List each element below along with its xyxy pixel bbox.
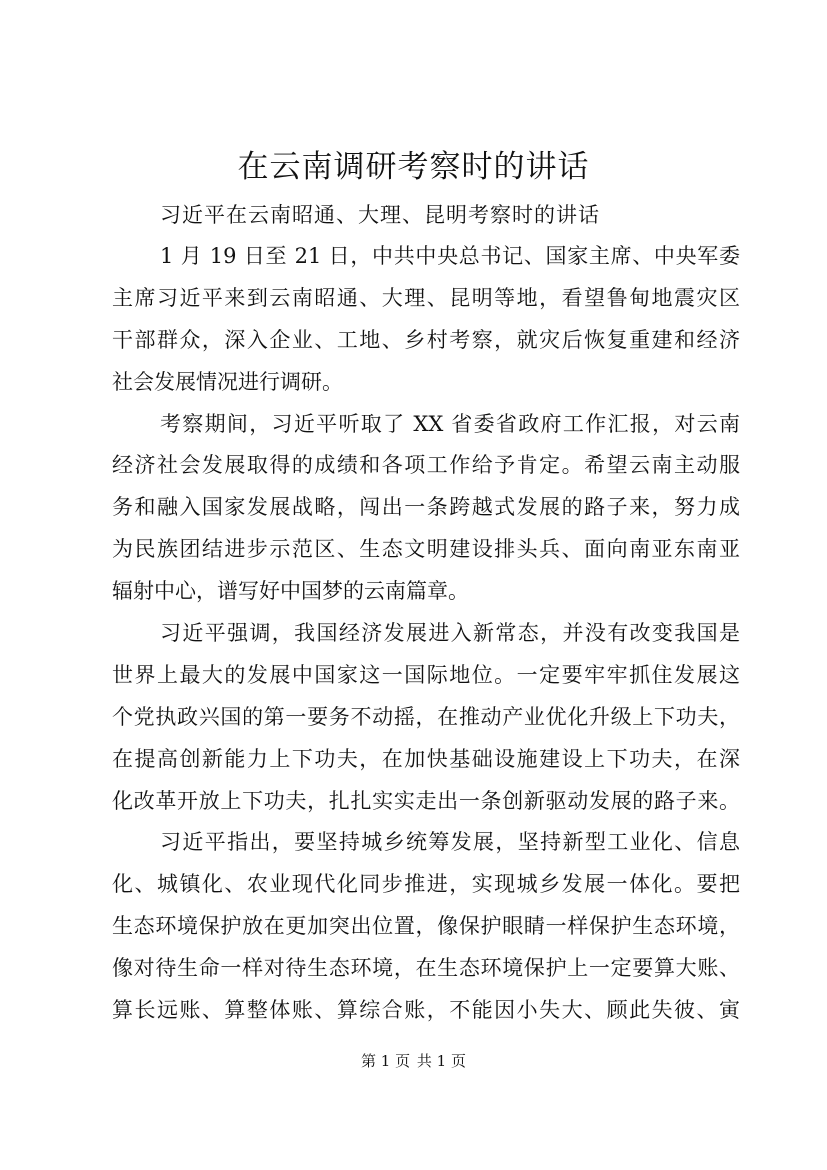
document-title: 在云南调研考察时的讲话 (237, 149, 590, 185)
page-number: 第 1 页 (361, 1052, 411, 1070)
body-line: 像对待生命一样对待生态环境，在生态环境保护上一定要算大账、 (112, 956, 740, 981)
body-line: 化改革开放上下功夫，扎扎实实走出一条创新驱动发展的路子来。 (112, 788, 740, 813)
body-line: 世界上最大的发展中国家这一国际地位。一定要牢牢抓住发展这 (112, 662, 740, 687)
body-line: 干部群众，深入企业、工地、乡村考察，就灾后恢复重建和经济 (112, 327, 740, 352)
body-line: 务和融入国家发展战略，闯出一条跨越式发展的路子来，努力成 (112, 495, 740, 520)
body-line: 在提高创新能力上下功夫，在加快基础设施建设上下功夫，在深 (112, 746, 740, 771)
body-line: 算长远账、算整体账、算综合账，不能因小失大、顾此失彼、寅 (112, 998, 740, 1023)
document-subtitle: 习近平在云南昭通、大理、昆明考察时的讲话 (160, 203, 600, 227)
body-line: 社会发展情况进行调研。 (112, 369, 343, 394)
page-footer (0, 1049, 827, 1073)
body-line: 生态环境保护放在更加突出位置，像保护眼睛一样保护生态环境， (112, 914, 740, 939)
body-line: 习近平指出，要坚持城乡统筹发展，坚持新型工业化、信息 (160, 830, 740, 855)
body-line: 化、城镇化、农业现代化同步推进，实现城乡发展一体化。要把 (112, 872, 740, 897)
page-total: 共 1 页 (416, 1052, 466, 1070)
body-line: 为民族团结进步示范区、生态文明建设排头兵、面向南亚东南亚 (112, 537, 740, 562)
document-body (112, 236, 740, 1032)
body-line: 习近平强调，我国经济发展进入新常态，并没有改变我国是 (160, 621, 740, 646)
body-line: 考察期间，习近平听取了 XX 省委省政府工作汇报，对云南 (160, 411, 740, 436)
body-line: 个党执政兴国的第一要务不动摇，在推动产业优化升级上下功夫， (112, 704, 740, 729)
body-line: 经济社会发展取得的成绩和各项工作给予肯定。希望云南主动服 (112, 453, 740, 478)
body-line: 主席习近平来到云南昭通、大理、昆明等地，看望鲁甸地震灾区 (112, 285, 740, 310)
body-line: 辐射中心，谱写好中国梦的云南篇章。 (112, 579, 469, 604)
body-line: 1 月 19 日至 21 日，中共中央总书记、国家主席、中央军委 (160, 244, 740, 268)
